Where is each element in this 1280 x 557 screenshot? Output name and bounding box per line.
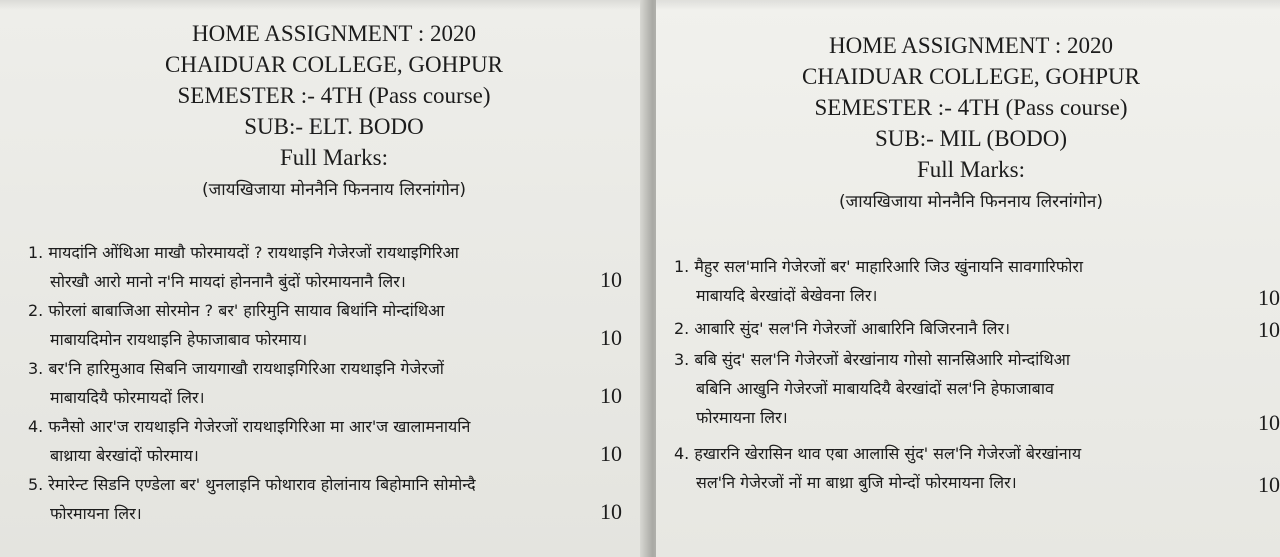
left-header <box>0 18 652 207</box>
full-marks-line: Full Marks: <box>917 157 1025 182</box>
question-marks: 10 <box>600 383 622 408</box>
question-marks: 10 <box>1258 285 1280 310</box>
assignment-title: HOME ASSIGNMENT : 2020 <box>829 33 1113 58</box>
question-text: 5. रेमारेन्ट सिडनि एण्डेला बर' थुनलाइनि फोथाराव होलांनाय बिहोमानि सोमोन्दै <box>28 475 476 494</box>
question-marks: 10 <box>1258 472 1280 497</box>
question-text-continued: सोरखौ आरो मानो न'नि मायदां होननानै बुंदों फोरमायनानै लिर। <box>50 272 406 291</box>
college-name: CHAIDUAR COLLEGE, GOHPUR <box>165 52 503 77</box>
full-marks-line: Full Marks: <box>280 145 388 170</box>
instruction-line: (जायखिजाया मोननैनि फिननाय लिरनांगोन) <box>839 192 1103 212</box>
question-marks: 10 <box>1258 317 1280 342</box>
question-item <box>674 345 1280 439</box>
page-shadow <box>656 0 1280 10</box>
question-item <box>28 354 628 412</box>
left-question-list <box>28 238 628 528</box>
question-marks: 10 <box>600 267 622 292</box>
subject-line: SUB:- ELT. BODO <box>244 114 424 139</box>
question-text: 2. आबारि सुंद' सल'नि गेजेरजों आबारिनि बिजिरनानै लिर। <box>674 319 1011 338</box>
question-text-continued: फोरमायना लिर। <box>50 504 142 523</box>
question-text-continued: माबायदियै फोरमायदों लिर। <box>50 388 205 407</box>
question-text: 3. बर'नि हारिमुआव सिबनि जायगाखौ रायथाइगिरिआ रायथाइनि गेजेरजों <box>28 359 444 378</box>
right-assignment-page <box>656 0 1280 557</box>
question-text-continued: बाथ्राया बेरखांदों फोरमाय। <box>50 446 199 465</box>
question-text: 2. फोरलां बाबाजिआ सोरमोन ? बर' हारिमुनि सायाव बिथांनि मोन्दांथिआ <box>28 301 445 320</box>
question-marks: 10 <box>600 499 622 524</box>
question-item <box>28 238 628 296</box>
instruction-line: (जायखिजाया मोननैनि फिननाय लिरनांगोन) <box>202 180 466 200</box>
semester-line: SEMESTER :- 4TH (Pass course) <box>177 83 491 108</box>
assignment-title: HOME ASSIGNMENT : 2020 <box>192 21 476 46</box>
question-item <box>28 296 628 354</box>
question-text-continued: माबायदि बेरखांदों बेखेवना लिर। <box>696 286 878 305</box>
question-text-continued: सल'नि गेजेरजों नों मा बाथ्रा बुजि मोन्दों फोरमायना लिर। <box>696 473 1017 492</box>
question-item <box>674 439 1280 501</box>
question-item <box>28 470 628 528</box>
page-shadow <box>0 0 652 10</box>
question-text: 1. मैहुर सल'मानि गेजेरजों बर' माहारिआरि जिउ खुंनायनि सावगारिफोरा <box>674 257 1084 276</box>
right-header <box>656 30 1280 219</box>
question-text-continued: माबायदिमोन रायथाइनि हेफाजाबाव फोरमाय। <box>50 330 308 349</box>
question-text: 4. फनैसो आर'ज रायथाइनि गेजेरजों रायथाइगिरिआ मा आर'ज खालामनायनि <box>28 417 471 436</box>
question-marks: 10 <box>1258 410 1280 435</box>
college-name: CHAIDUAR COLLEGE, GOHPUR <box>802 64 1140 89</box>
question-text: 1. मायदांनि ओंथिआ माखौ फोरमायदों ? रायथाइनि गेजेरजों रायथाइगिरिआ <box>28 243 459 262</box>
question-item <box>28 412 628 470</box>
semester-line: SEMESTER :- 4TH (Pass course) <box>814 95 1128 120</box>
question-text-continued: फोरमायना लिर। <box>696 408 788 427</box>
question-item <box>674 252 1280 314</box>
question-text: 3. बबि सुंद' सल'नि गेजेरजों बेरखांनाय गोसो सानस्रिआरि मोन्दांथिआ <box>674 350 1070 369</box>
question-text: 4. हखारनि खेरासिन थाव एबा आलासि सुंद' सल'नि गेजेरजों बेरखांनाय <box>674 444 1082 463</box>
question-marks: 10 <box>600 325 622 350</box>
question-item <box>674 314 1280 345</box>
right-question-list <box>674 252 1280 501</box>
subject-line: SUB:- MIL (BODO) <box>874 126 1068 151</box>
question-marks: 10 <box>600 441 622 466</box>
question-text-continued: बबिनि आखुनि गेजेरजों माबायदियै बेरखांदों सल'नि हेफाजाबाव <box>696 379 1054 398</box>
